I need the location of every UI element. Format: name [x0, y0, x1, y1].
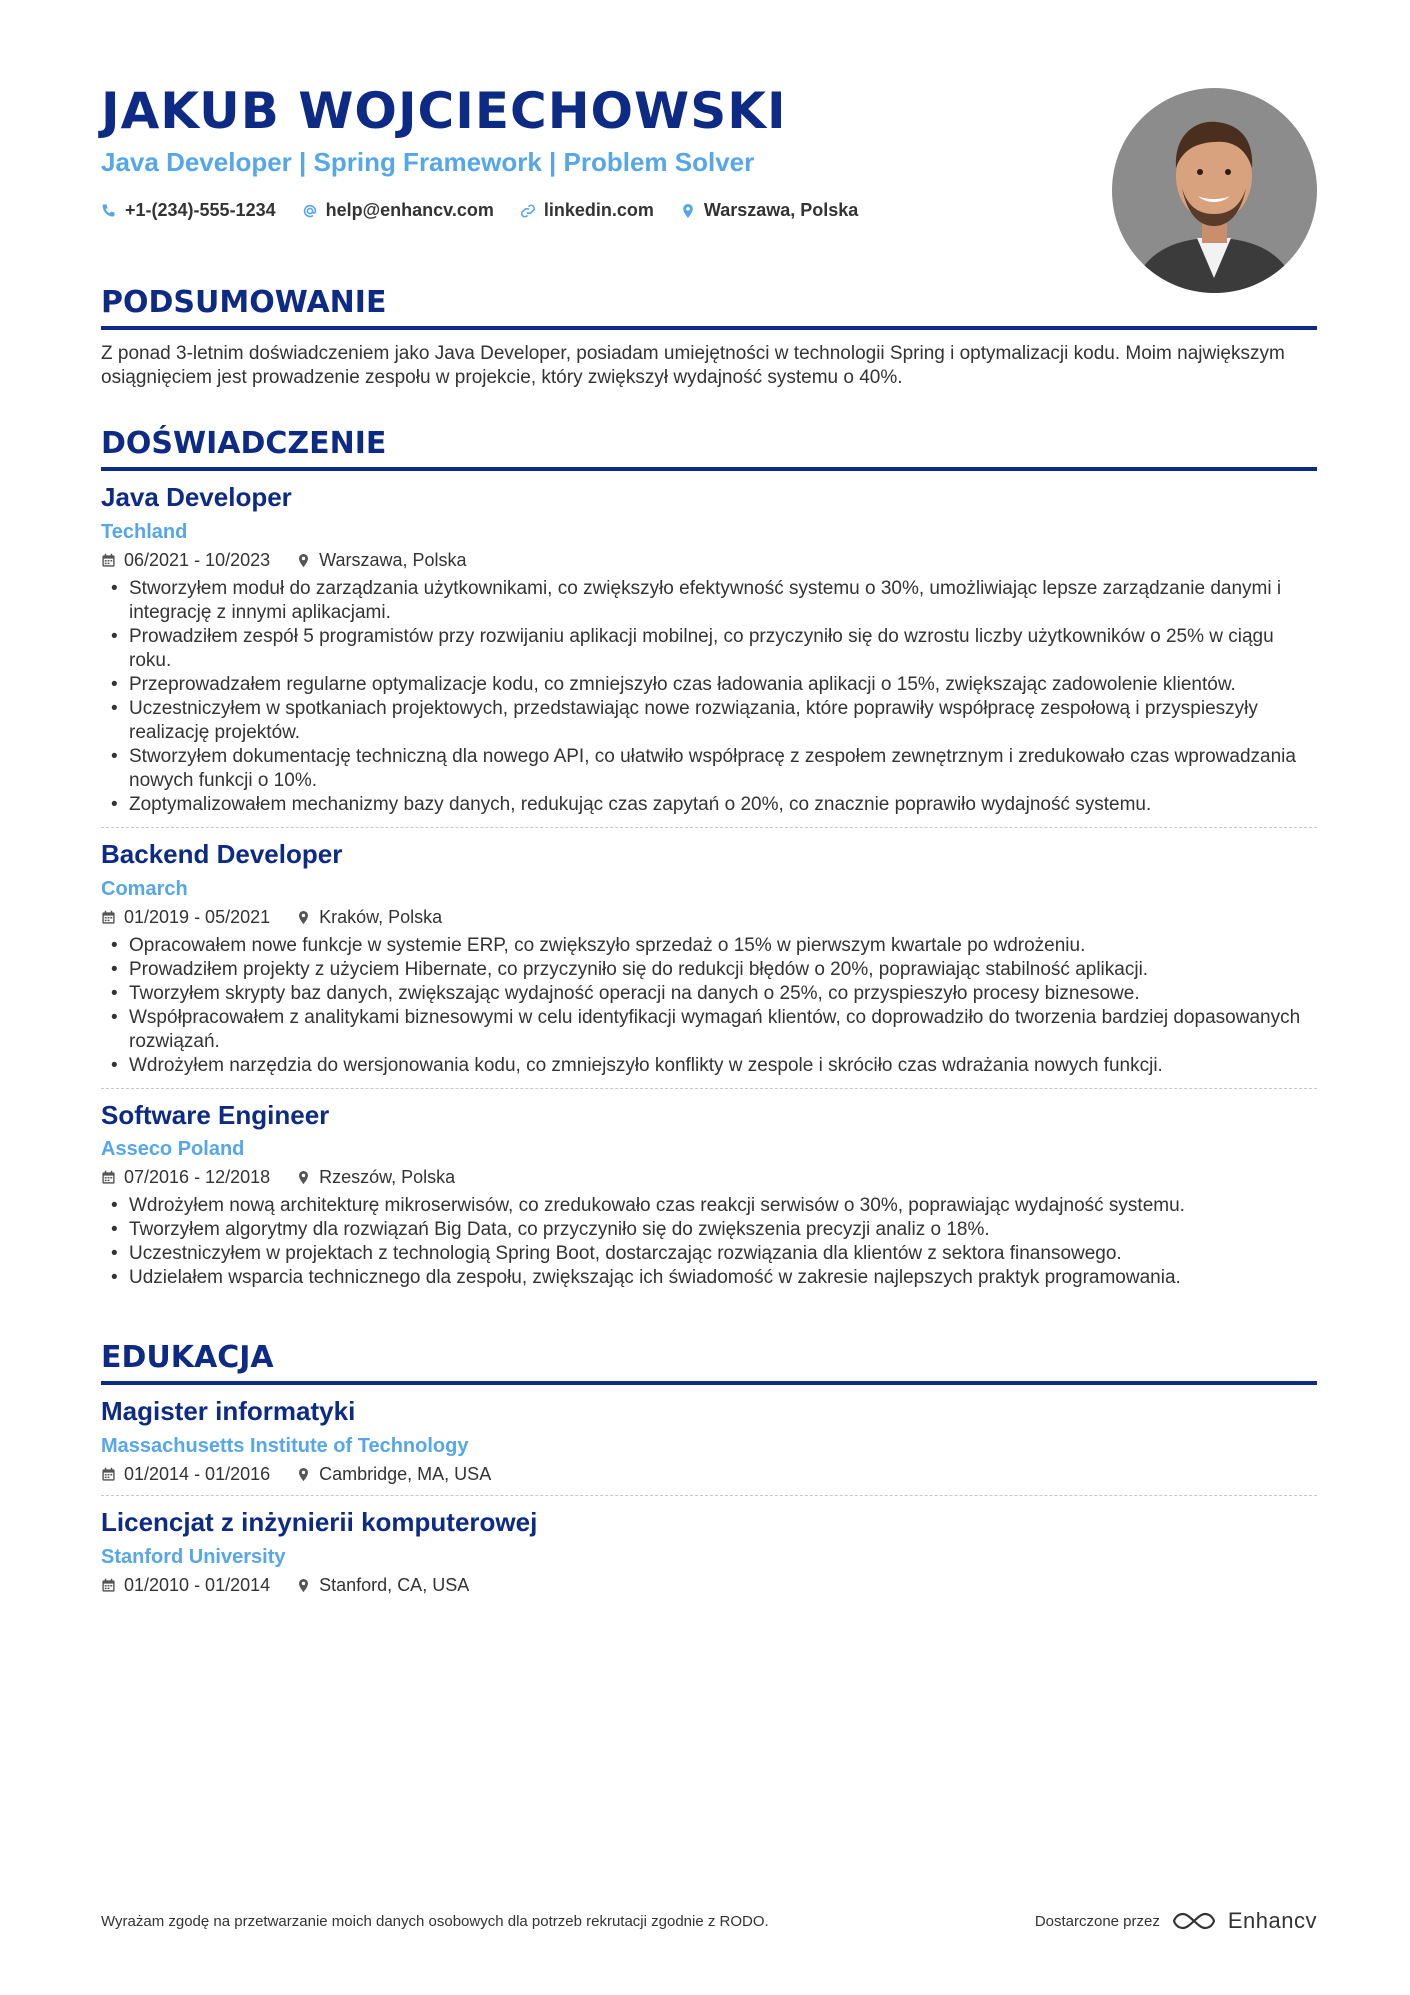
education-entry — [101, 1496, 1317, 1606]
school-name: Stanford University — [101, 1545, 286, 1568]
education-list — [101, 1385, 1317, 1606]
phone-icon — [101, 203, 117, 219]
degree-title: Magister informatyki — [101, 1396, 356, 1427]
experience-bullet: • Prowadziłem zespół 5 programistów przy rozwijaniu aplikacji mobilnej, co przyczyniło się do wzrostu liczby użytkowników o 25% w ciągu roku. — [101, 625, 1317, 673]
degree-title: Licencjat z inżynierii komputerowej — [101, 1507, 538, 1538]
contact-linkedin-text: linkedin.com — [543, 200, 654, 220]
location-pin-icon — [296, 910, 311, 925]
summary-text: Z ponad 3-letnim doświadczeniem jako Java Developer, posiadam umiejętności w technologii Spring i optymalizacji kodu. Moim największym osiągnięciem jest prowadzenie zespołu w projekcie, który zwiększył wydajność systemu o 40%. — [101, 343, 1285, 388]
job-location-text: Kraków, Polska — [319, 906, 443, 927]
contact-linkedin[interactable] — [520, 200, 654, 221]
brand-name: Enhancv — [1227, 1908, 1317, 1933]
contact-email[interactable] — [302, 200, 494, 221]
experience-bullet: • Tworzyłem skrypty baz danych, zwiększając wydajność operacji na danych o 25%, co przyspieszyło procesy biznesowe. — [101, 982, 1317, 1006]
summary-title: PODSUMOWANIE — [101, 285, 1317, 330]
job-title: Java Developer — [101, 482, 292, 512]
experience-bullet: • Wdrożyłem nową architekturę mikroserwisów, co zredukowało czas reakcji serwisów o 30%, poprawiając wydajność systemu. — [101, 1194, 1317, 1218]
experience-entry — [101, 471, 1317, 828]
education-entry — [101, 1385, 1317, 1496]
experience-bullet: • Wdrożyłem narzędzia do wersjonowania kodu, co zmniejszyło konflikty w zespole i skróciło czas wdrażania nowych funkcji. — [101, 1054, 1317, 1078]
footer — [101, 1908, 1317, 1934]
education-location-text: Stanford, CA, USA — [319, 1574, 470, 1595]
experience-bullet: • Zoptymalizowałem mechanizmy bazy danych, redukując czas zapytań o 20%, co znacznie poprawiło wydajność systemu. — [101, 793, 1317, 817]
job-title: Software Engineer — [101, 1099, 330, 1130]
avatar-portrait — [1112, 88, 1317, 293]
job-meta — [101, 1167, 1317, 1188]
job-location-text: Rzeszów, Polska — [319, 1167, 456, 1188]
experience-bullet: • Stworzyłem moduł do zarządzania użytkownikami, co zwiększyło efektywność systemu o 30%, umożliwiając lepsze zarządzanie danymi i integrację z innymi aplikacjami. — [101, 577, 1317, 625]
location-pin-icon — [680, 203, 696, 219]
avatar — [1112, 88, 1317, 293]
experience-title: DOŚWIADCZENIE — [101, 426, 1317, 471]
calendar-icon — [101, 910, 116, 925]
summary-section — [101, 285, 1317, 390]
at-icon — [302, 203, 318, 219]
school-name: Massachusetts Institute of Technology — [101, 1435, 469, 1458]
brand-credit[interactable] — [1035, 1908, 1317, 1934]
experience-bullet: • Udzielałem wsparcia technicznego dla zespołu, zwiększając ich świadomość w zakresie najlepszych praktyk programowania. — [101, 1266, 1317, 1290]
experience-bullet: • Uczestniczyłem w spotkaniach projektowych, przedstawiając nowe rozwiązania, które poprawiły współpracę zespołową i przyspieszyły realizację projektów. — [101, 697, 1317, 745]
calendar-icon — [101, 1467, 116, 1482]
candidate-name: JAKUB WOJCIECHOWSKI — [101, 82, 787, 140]
experience-bullet: • Uczestniczyłem w projektach z technologią Spring Boot, dostarczając rozwiązania dla klientów z sektora finansowego. — [101, 1242, 1317, 1266]
company-name: Techland — [101, 520, 188, 543]
experience-list — [101, 471, 1317, 1300]
location-pin-icon — [296, 1467, 311, 1482]
experience-bullet: • Tworzyłem algorytmy dla rozwiązań Big Data, co przyczyniło się do zwiększenia precyzji analiz o 18%. — [101, 1218, 1317, 1242]
link-icon — [520, 203, 536, 219]
education-dates-text: 01/2014 - 01/2016 — [124, 1464, 271, 1485]
job-bullets — [101, 1194, 1317, 1290]
calendar-icon — [101, 1578, 116, 1593]
education-title: EDUKACJA — [101, 1340, 1317, 1385]
contact-email-text: help@enhancv.com — [325, 200, 494, 220]
education-dates-text: 01/2010 - 01/2014 — [124, 1574, 271, 1595]
job-dates — [101, 907, 270, 928]
consent-text: Wyrażam zgodę na przetwarzanie moich danych osobowych dla potrzeb rekrutacji zgodnie z RODO. — [101, 1912, 769, 1930]
contact-location — [680, 200, 858, 221]
experience-entry — [101, 828, 1317, 1089]
education-dates — [101, 1575, 270, 1596]
company-name: Comarch — [101, 877, 188, 900]
job-location — [296, 1167, 455, 1188]
job-title: Backend Developer — [101, 838, 343, 869]
job-bullets — [101, 934, 1317, 1078]
calendar-icon — [101, 1170, 116, 1185]
experience-section — [101, 426, 1317, 1300]
job-meta — [101, 550, 1317, 571]
job-location — [296, 907, 442, 928]
job-location — [296, 550, 466, 571]
experience-bullet: • Współpracowałem z analitykami biznesowymi w celu identyfikacji wymagań klientów, co doprowadziło do tworzenia bardziej dopasowanych rozwiązań. — [101, 1006, 1317, 1054]
education-meta — [101, 1464, 1317, 1485]
experience-bullet: • Opracowałem nowe funkcje w systemie ERP, co zwiększyło sprzedaż o 15% w pierwszym kwartale po wdrożeniu. — [101, 934, 1317, 958]
enhancv-logo-icon — [1172, 1910, 1216, 1932]
experience-bullet: • Stworzyłem dokumentację techniczną dla nowego API, co ułatwiło współpracę z zespołem zewnętrznym i zredukowało czas wprowadzania nowych funkcji o 10%. — [101, 745, 1317, 793]
education-section — [101, 1340, 1317, 1606]
job-dates — [101, 550, 270, 571]
candidate-tagline: Java Developer | Spring Framework | Problem Solver — [101, 147, 755, 177]
location-pin-icon — [296, 1170, 311, 1185]
calendar-icon — [101, 553, 116, 568]
powered-by-label: Dostarczone przez — [1034, 1912, 1160, 1930]
job-dates-text: 07/2016 - 12/2018 — [124, 1167, 271, 1188]
education-dates — [101, 1464, 270, 1485]
experience-entry — [101, 1089, 1317, 1301]
experience-bullet: • Prowadziłem projekty z użyciem Hibernate, co przyczyniło się do redukcji błędów o 20%, poprawiając stabilność aplikacji. — [101, 958, 1317, 982]
education-meta — [101, 1575, 1317, 1596]
education-location — [296, 1575, 469, 1596]
education-location — [296, 1464, 491, 1485]
location-pin-icon — [296, 1578, 311, 1593]
education-location-text: Cambridge, MA, USA — [319, 1464, 492, 1485]
job-meta — [101, 907, 1317, 928]
job-location-text: Warszawa, Polska — [319, 549, 467, 570]
job-dates-text: 06/2021 - 10/2023 — [124, 549, 271, 570]
experience-bullet: • Przeprowadzałem regularne optymalizacje kodu, co zmniejszyło czas ładowania aplikacji o 15%, zwiększając zadowolenie klientów. — [101, 673, 1317, 697]
location-pin-icon — [296, 553, 311, 568]
company-name: Asseco Poland — [101, 1138, 245, 1161]
job-dates — [101, 1167, 270, 1188]
job-bullets — [101, 577, 1317, 817]
contact-location-text: Warszawa, Polska — [703, 200, 859, 220]
contact-phone-text: +1-(234)-555-1234 — [125, 200, 276, 220]
job-dates-text: 01/2019 - 05/2021 — [124, 906, 271, 927]
contact-phone[interactable] — [101, 200, 276, 221]
resume-content — [101, 84, 1317, 1606]
